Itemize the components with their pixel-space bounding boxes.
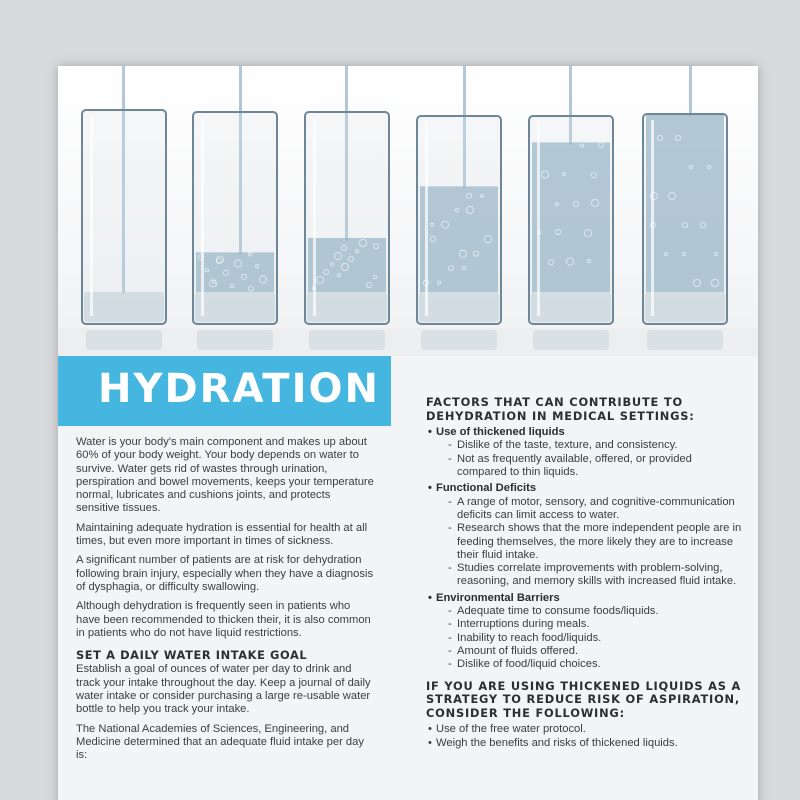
factor-item: - Dislike of the taste, texture, and consistency. — [426, 439, 744, 452]
factors-heading: FACTORS THAT CAN CONTRIBUTE TO DEHYDRATION IN MEDICAL SETTINGS: — [426, 395, 695, 423]
factor-item: - Interruptions during meals. — [426, 618, 744, 631]
glass-base — [531, 292, 611, 322]
page-title: HYDRATION — [98, 366, 380, 412]
thickened-item: • Use of the free water protocol. — [426, 723, 744, 736]
glass-highlight — [313, 118, 316, 316]
factor-item: - Studies correlate improvements with problem-solving, reasoning, and memory skills with increased fluid intake. — [426, 562, 744, 589]
handout-page — [58, 66, 758, 800]
intro-paragraph: A significant number of patients are at risk for dehydration following brain injury, especially when they have a diagnosis of dysphagia, or difficulty swallowing. — [76, 554, 374, 593]
left-column — [76, 436, 376, 769]
factor-title: • Environmental Barriers — [426, 592, 744, 605]
glass-base — [419, 292, 499, 322]
glass-reflection — [421, 330, 497, 350]
factor-item: - Amount of fluids offered. — [426, 645, 744, 658]
intro-paragraph: Water is your body's main component and makes up about 60% of your body weight. Your body depends on water to survive. Water gets rid of wastes through urination, perspiration and bowel movements, keeps your temperature normal, lubricates and cushions joints, and protects sensitive tissues. — [76, 436, 374, 515]
right-column — [426, 396, 744, 750]
factor-item: - Dislike of food/liquid choices. — [426, 658, 744, 671]
glass-base — [195, 292, 275, 322]
goal-paragraph: Establish a goal of ounces of water per day to drink and track your intake throughout the day. Keep a journal of daily water intake or consider purchasing a large re-usable water bottle to help you track your intake. — [76, 663, 371, 716]
factor-group — [426, 482, 744, 588]
factor-item: - Research shows that the more independent people are in feeding themselves, the more likely they are to increase their fluid intake. — [426, 522, 744, 562]
intro-paragraph: Although dehydration is frequently seen in patients who have been recommended to thicken their, it is also common in patients who do not have liquid restrictions. — [76, 600, 371, 639]
thickened-liquids-heading: IF YOU ARE USING THICKENED LIQUIDS AS A STRATEGY TO REDUCE RISK OF ASPIRATION, CONSIDER THE FOLLOWING: — [426, 678, 742, 720]
factor-item: - Adequate time to consume foods/liquids. — [426, 605, 744, 618]
hero-photo — [58, 66, 758, 356]
factor-group — [426, 592, 744, 672]
factor-group — [426, 426, 744, 479]
intro-paragraph: Maintaining adequate hydration is essential for health at all times, but even more important in times of sickness. — [76, 521, 368, 548]
goal-heading: SET A DAILY WATER INTAKE GOAL — [76, 648, 308, 663]
water-stream — [689, 66, 692, 116]
glass-base — [307, 292, 387, 322]
factor-item: - A range of motor, sensory, and cognitive-communication deficits can limit access to water. — [426, 496, 744, 523]
glass-reflection — [309, 330, 385, 350]
drinking-glass — [82, 110, 166, 324]
factor-title: • Functional Deficits — [426, 482, 744, 495]
thickened-item: • Weigh the benefits and risks of thickened liquids. — [426, 737, 744, 750]
glass-highlight — [90, 116, 93, 316]
glass-reflection — [647, 330, 723, 350]
glass-highlight — [201, 118, 204, 316]
factor-item: - Not as frequently available, offered, or provided compared to thin liquids. — [426, 453, 744, 480]
glass-reflection — [86, 330, 162, 350]
water-glasses-image — [58, 66, 758, 356]
glass-base — [645, 292, 725, 322]
factor-item: - Inability to reach food/liquids. — [426, 632, 744, 645]
glass-highlight — [425, 122, 428, 316]
factor-title: • Use of thickened liquids — [426, 426, 744, 439]
glass-base — [84, 292, 164, 322]
glass-reflection — [533, 330, 609, 350]
goal-paragraph: The National Academies of Sciences, Engineering, and Medicine determined that an adequate fluid intake per day is: — [76, 722, 364, 762]
glass-reflection — [197, 330, 273, 350]
glass-highlight — [537, 122, 540, 316]
glass-highlight — [651, 120, 654, 316]
